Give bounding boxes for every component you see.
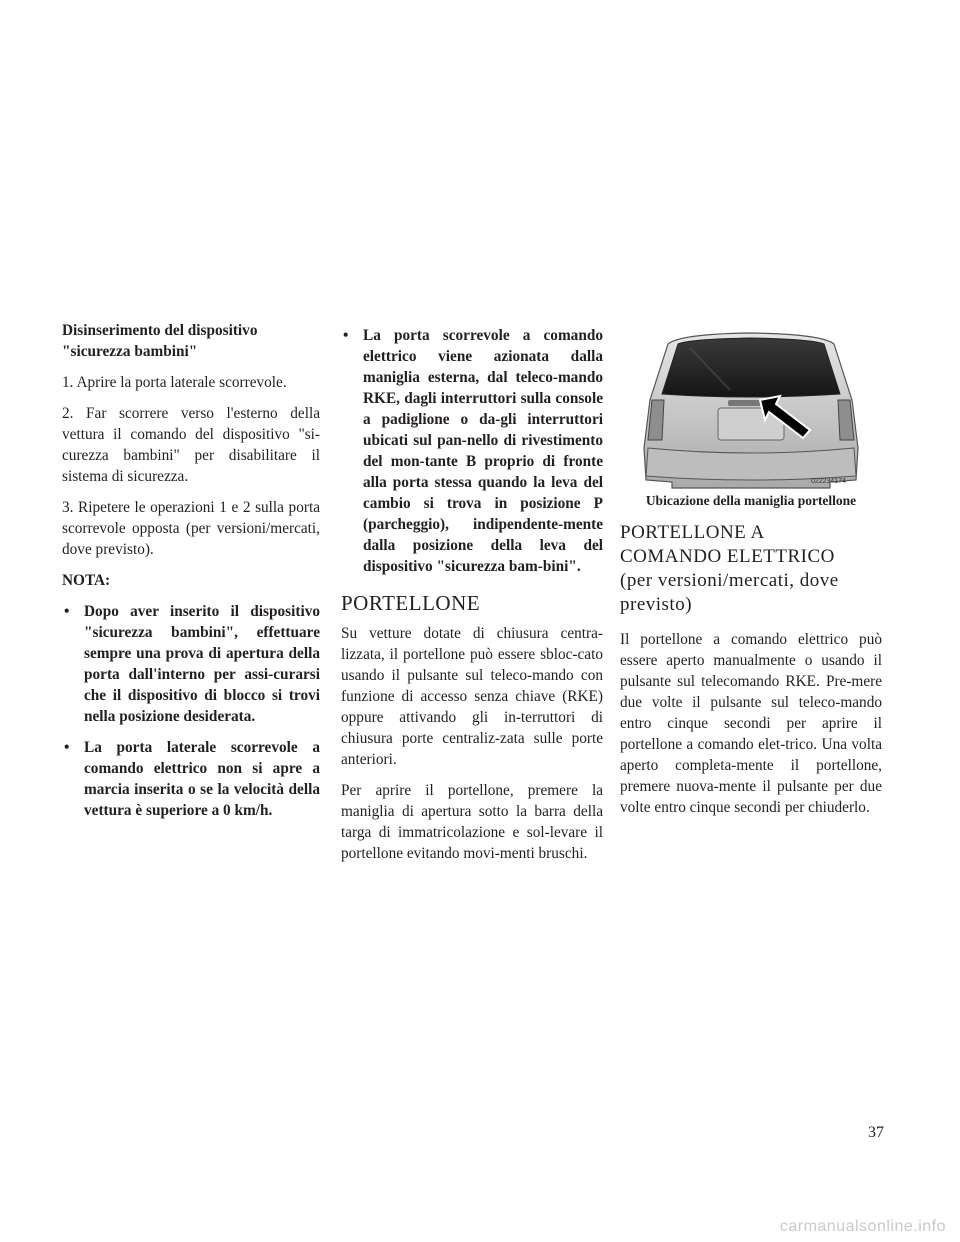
heading-power-liftgate: PORTELLONE A COMANDO ELETTRICO (per versioni/mercati, dove previsto) bbox=[620, 522, 839, 615]
column-left bbox=[62, 320, 320, 831]
step-3: 3. Ripetere le operazioni 1 e 2 sulla porta scorrevole opposta (per versioni/mercati, dove previsto). bbox=[62, 499, 320, 558]
note-label: NOTA: bbox=[62, 572, 111, 589]
note-bullets bbox=[62, 601, 320, 821]
liftgate-figure bbox=[620, 330, 882, 490]
note-bullet-3: • La porta scorrevole a comando elettrico viene azionata dalla maniglia esterna, dal teleco-mando RKE, dagli interruttori sulla console a padiglione o da-gli interruttori ubicati sul pan-nello di rivestimento del mon-tante B proprio di fronte alla porta stessa quando la leva del cambio si trova in posizione P (parcheggio), indipendente-mente dalla posizione della leva del dispositivo "sicurezza bam-bini". bbox=[341, 325, 603, 577]
liftgate-paragraph-1: Su vetture dotate di chiusura centra-lizzata, il portellone può essere sbloc-cato usando il pulsante sul teleco-mando con funzione di accesso senza chiave (RKE) oppure attivando gli in-terruttori di chiusura porte centraliz-zata sulle porte anteriori. bbox=[341, 625, 603, 768]
watermark: carmanualsonline.info bbox=[779, 1218, 946, 1235]
figure-code: 022234174 bbox=[810, 478, 846, 485]
note-bullet-1: • Dopo aver inserito il dispositivo "sicurezza bambini", effettuare sempre una prova di apertura della porta dall'interno per assi-curarsi che il dispositivo di blocco si trovi nella posizione desiderata. bbox=[62, 601, 320, 727]
liftgate-paragraph-2: Per aprire il portellone, premere la maniglia di apertura sotto la barra della targa di immatricolazione e sol-levare il portellone evitando movi-menti bruschi. bbox=[341, 782, 603, 862]
figure-caption: Ubicazione della maniglia portellone bbox=[645, 493, 857, 508]
note-bullet-2: • La porta laterale scorrevole a comando elettrico non si apre a marcia inserita o se la velocità della vettura è superiore a 0 km/h. bbox=[62, 737, 320, 821]
note-bullets-cont bbox=[341, 325, 603, 577]
page-number: 37 bbox=[868, 1124, 884, 1141]
subheading-child-lock-disable: Disinserimento del dispositivo "sicurezza bambini" bbox=[62, 322, 258, 360]
power-liftgate-paragraph: Il portellone a comando elettrico può essere aperto manualmente o usando il pulsante sul telecomando RKE. Pre-mere due volte il pulsante sul teleco-mando entro cinque secondi per aprire il portellone a comando elet-trico. Una volta aperto completa-mente il portellone, premere nuova-mente il pulsante per due volte entro cinque secondi per chiuderlo. bbox=[620, 631, 882, 816]
column-right bbox=[620, 330, 882, 828]
heading-portellone: PORTELLONE bbox=[341, 591, 481, 615]
step-2: 2. Far scorrere verso l'esterno della vettura il comando del dispositivo "si-curezza bambini" per disabilitare il sistema di sicurezza. bbox=[62, 405, 320, 485]
minivan-rear-illustration bbox=[620, 330, 882, 490]
step-1: 1. Aprire la porta laterale scorrevole. bbox=[62, 374, 287, 391]
column-middle bbox=[341, 325, 603, 874]
